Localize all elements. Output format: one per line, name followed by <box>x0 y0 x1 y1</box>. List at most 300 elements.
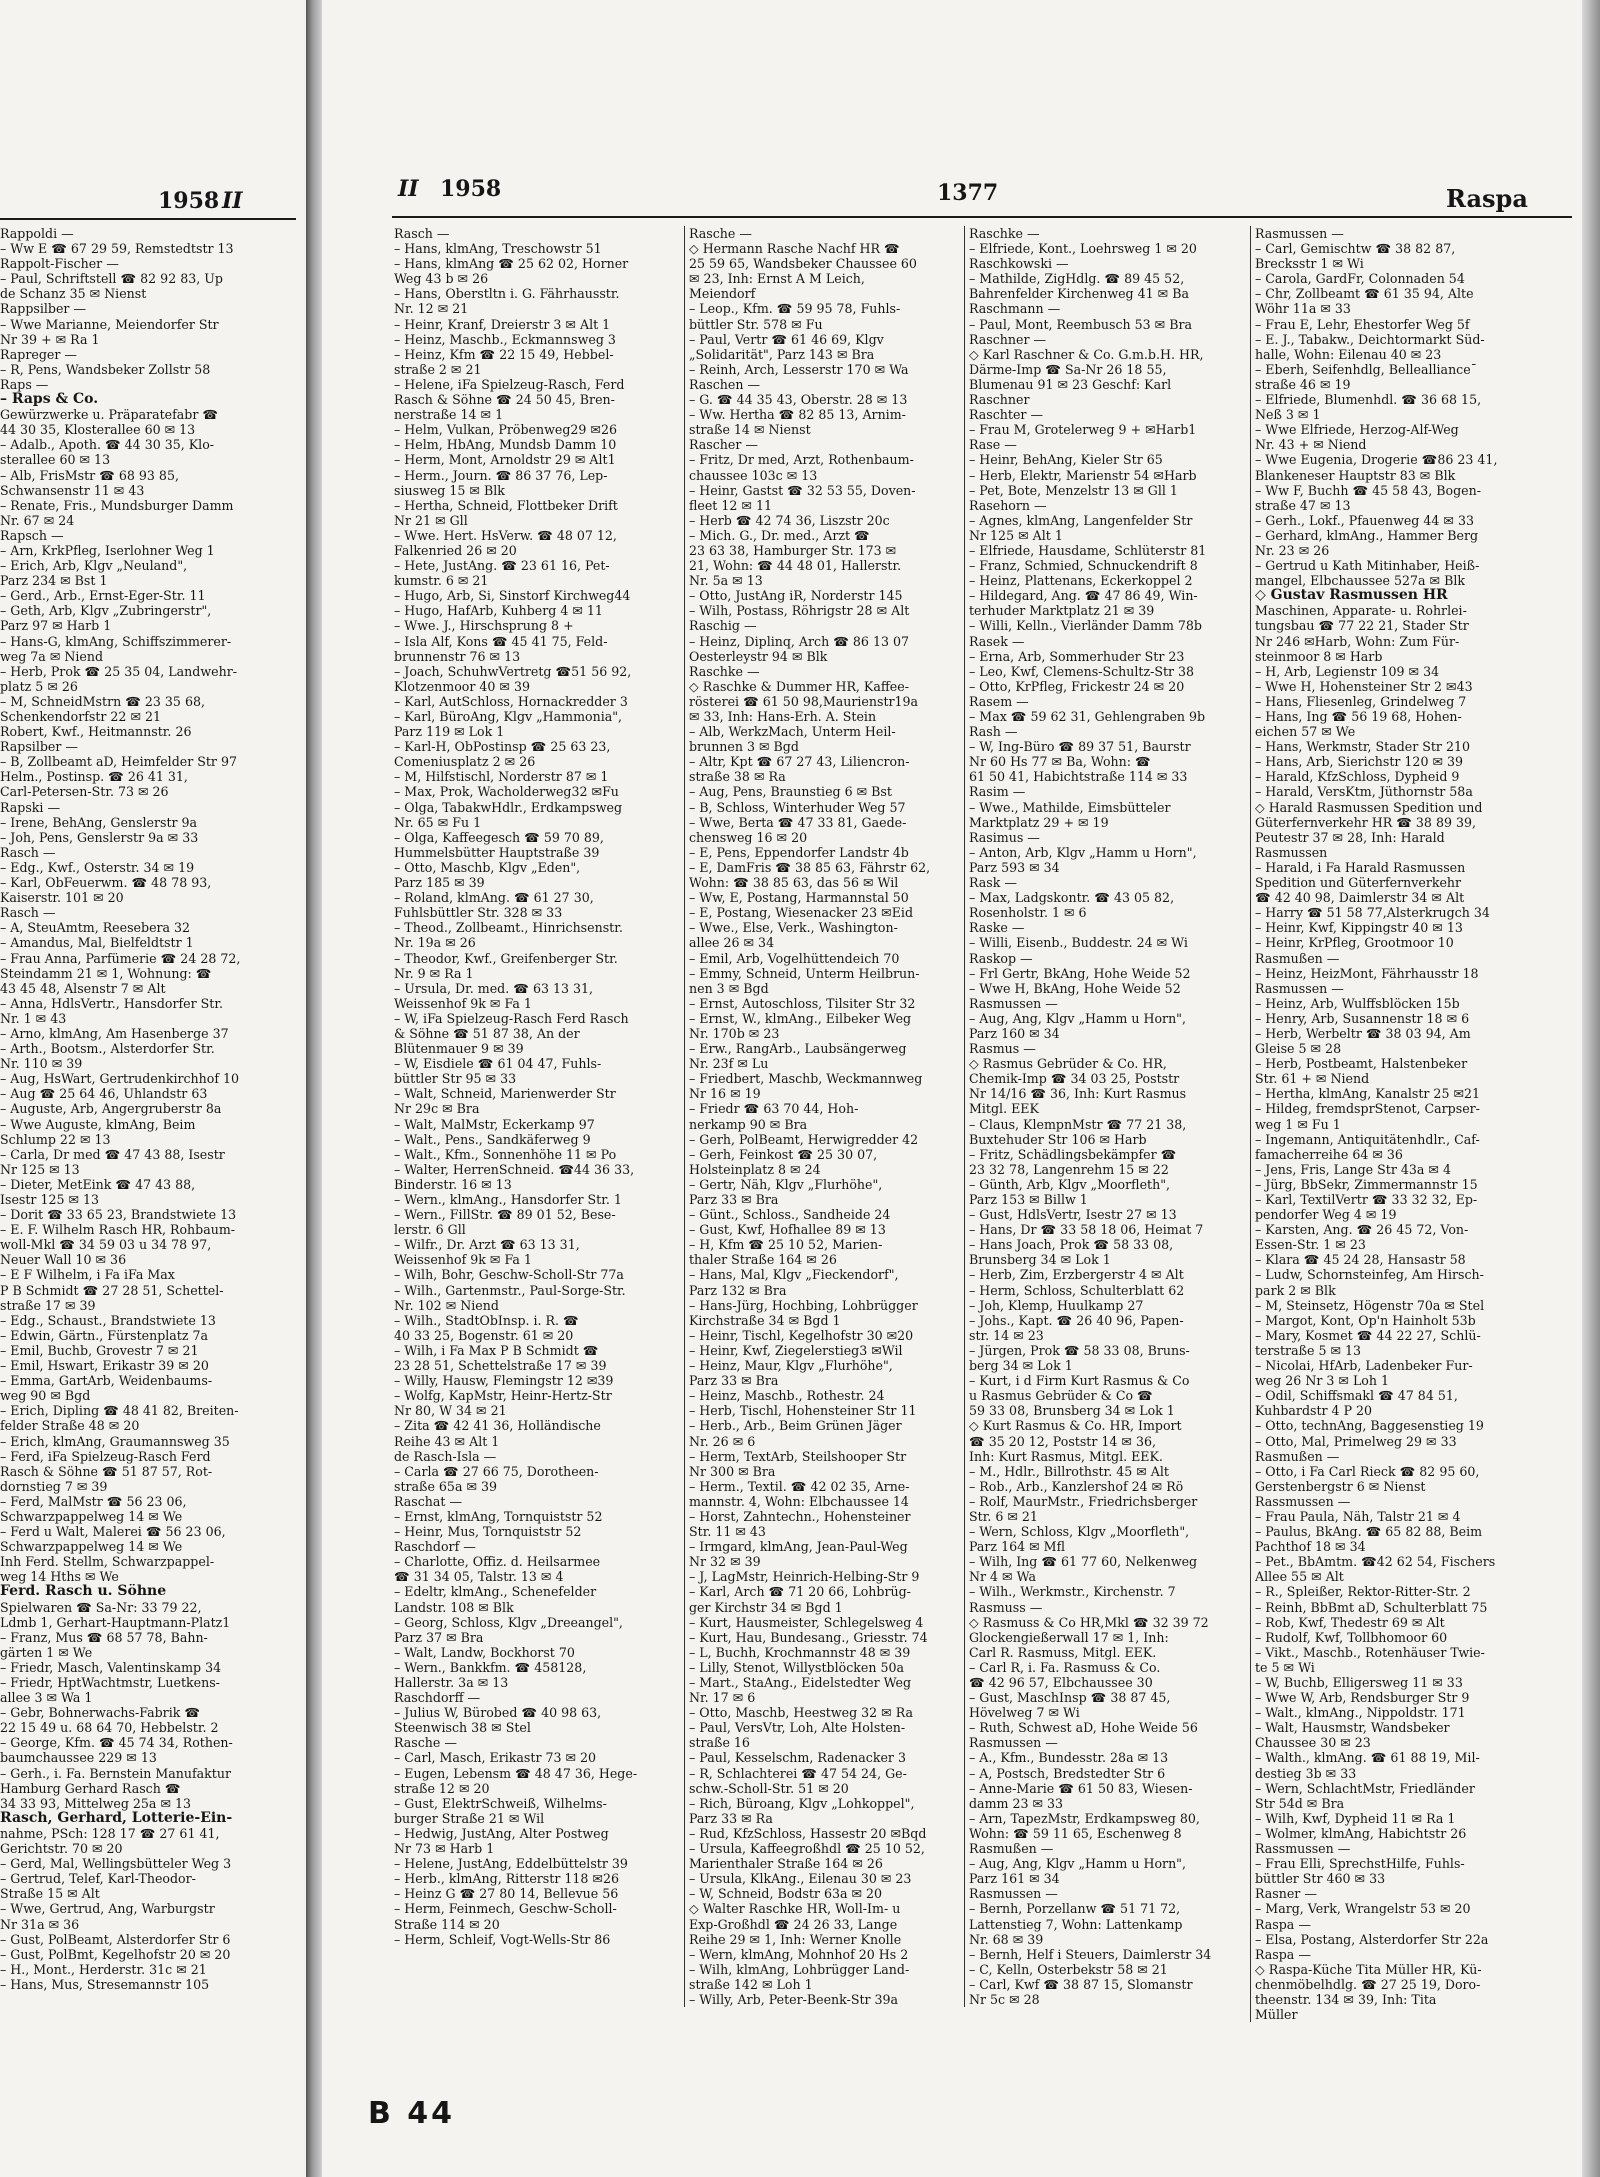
directory-entry-line: – Georg, Schloss, Klgv „Dreeangel", <box>394 1614 623 1630</box>
directory-entry-line: Rasch — <box>394 226 450 241</box>
directory-entry-line: – Paul, Mont, Reembusch 53 ✉ Bra <box>969 316 1193 332</box>
directory-entry-line: – Heinz, Plattenans, Eckerkoppel 2 <box>969 573 1193 589</box>
directory-entry-line: – Ferd u Walt, Malerei ☎ 56 23 06, <box>0 1524 226 1540</box>
directory-entry-line: – Wwe H, Hohensteiner Str 2 ✉43 <box>1255 678 1473 694</box>
directory-entry-line: ☎ 42 40 98, Daimlerstr 34 ✉ Alt <box>1255 890 1465 906</box>
directory-entry-line: – Kurt, i d Firm Kurt Rasmus & Co <box>969 1373 1190 1389</box>
directory-entry-line: Nr 4 ✉ Wa <box>969 1569 1036 1585</box>
directory-entry-line: Raspa — <box>1255 1946 1311 1962</box>
directory-entry-line: – Amandus, Mal, Bielfeldtstr 1 <box>0 935 194 951</box>
directory-entry-line: Raschke — <box>689 663 760 679</box>
directory-entry-line: kumstr. 6 ✉ 21 <box>394 573 489 589</box>
directory-entry-line: – Henry, Arb, Susannenstr 18 ✉ 6 <box>1255 1010 1470 1026</box>
directory-entry-line: Exp-Großhdl ☎ 24 26 33, Lange <box>689 1916 898 1932</box>
directory-entry-line: Nr. 68 ✉ 39 <box>969 1931 1044 1947</box>
directory-entry-line: – Hertha, Schneid, Flottbeker Drift <box>394 497 618 513</box>
directory-entry-line: – Altr, Kpt ☎ 67 27 43, Liliencron- <box>689 754 910 770</box>
directory-entry-line: Nr 80, W 34 ✉ 21 <box>394 1403 507 1419</box>
directory-entry-line: – Frau Elli, SprechstHilfe, Fuhls- <box>1255 1856 1465 1872</box>
directory-entry-line: – Paul, VersVtr, Loh, Alte Holsten- <box>689 1720 906 1736</box>
directory-entry-line: – Wern., Bankkfm. ☎ 458128, <box>394 1659 587 1675</box>
directory-entry-line: 25 59 65, Wandsbeker Chaussee 60 <box>689 256 917 272</box>
directory-entry-line: – Paul, Kesselschm, Radenacker 3 <box>689 1750 906 1766</box>
directory-entry-line: Spedition und Güterfernverkehr <box>1255 875 1462 891</box>
directory-entry-line: Hallerstr. 3a ✉ 13 <box>394 1675 509 1690</box>
directory-entry-line: – Wwe, Gertrud, Ang, Warburgstr <box>0 1901 215 1917</box>
directory-entry-line: – G. ☎ 44 35 43, Oberstr. 28 ✉ 13 <box>689 392 908 408</box>
directory-entry-line: Rasner — <box>1255 1886 1317 1902</box>
directory-entry-line: rösterei ☎ 61 50 98,Maurienstr19a <box>689 693 919 709</box>
directory-entry-line: ◇ Walter Raschke HR, Woll-Im- u <box>689 1901 901 1917</box>
directory-entry-line: – B, Schloss, Winterhuder Weg 57 <box>689 799 906 815</box>
directory-entry-line: – Raps & Co. <box>0 392 99 408</box>
directory-entry-line: – Hans, klmAng, Treschowstr 51 <box>394 241 602 257</box>
directory-entry-line: – Wwe Auguste, klmAng, Beim <box>0 1116 196 1132</box>
directory-entry-line: Nr. 67 ✉ 24 <box>0 512 75 528</box>
directory-entry-line: – Karl, Arch ☎ 71 20 66, Lohbrüg- <box>689 1584 911 1600</box>
directory-entry-line: terstraße 5 ✉ 13 <box>1255 1342 1362 1358</box>
directory-entry-line: Parz 37 ✉ Bra <box>394 1629 484 1645</box>
directory-entry-line: – Ernst, Autoschloss, Tilsiter Str 32 <box>689 995 916 1011</box>
directory-entry-line: – Ww F, Buchh ☎ 45 58 43, Bogen- <box>1255 482 1481 498</box>
directory-entry-line: Steindamm 21 ✉ 1, Wohnung: ☎ <box>0 965 212 981</box>
directory-entry-line: Inh: Kurt Rasmus, Mitgl. EEK. <box>969 1448 1163 1464</box>
directory-entry-line: Blankeneser Hauptstr 83 ✉ Blk <box>1255 467 1456 483</box>
directory-entry-line: Glockengießerwall 17 ✉ 1, Inh: <box>969 1629 1169 1645</box>
directory-entry-line: – Gertrud, Telef, Karl-Theodor- <box>0 1871 196 1887</box>
directory-entry-line: – M, Hilfstischl, Norderstr 87 ✉ 1 <box>394 769 609 785</box>
directory-entry-line: Rasem — <box>969 693 1029 709</box>
directory-entry-line: Str. 11 ✉ 43 <box>689 1524 766 1540</box>
directory-entry-line: – Emmy, Schneid, Unterm Heilbrun- <box>689 965 920 981</box>
directory-entry-line: – Frau E, Lehr, Ehestorfer Weg 5f <box>1255 316 1470 332</box>
directory-entry-line: – Wern., klmAng., Hansdorfer Str. 1 <box>394 1192 622 1207</box>
directory-entry-line: Rappoldi — <box>0 226 74 241</box>
directory-entry-line: Nr. 1 ✉ 43 <box>0 1010 67 1026</box>
directory-entry-line: Parz 234 ✉ Bst 1 <box>0 573 108 589</box>
directory-entry-line: – Heinr, BehAng, Kieler Str 65 <box>969 452 1163 468</box>
directory-entry-line: – Emil, Buchb, Grovestr 7 ✉ 21 <box>0 1342 199 1358</box>
directory-entry-line: – Heinz, Maur, Klgv „Flurhöhe", <box>689 1358 893 1374</box>
directory-entry-line: 22 15 49 u. 68 64 70, Hebbelstr. 2 <box>0 1720 219 1736</box>
directory-entry-line: Essen-Str. 1 ✉ 23 <box>1255 1237 1366 1253</box>
directory-entry-line: – Rolf, MaurMstr., Friedrichsberger <box>969 1493 1198 1509</box>
directory-entry-line: Ldmb 1, Gerhart-Hauptmann-Platz1 <box>0 1614 231 1630</box>
directory-entry-line: halle, Wohn: Eilenau 40 ✉ 23 <box>1255 346 1442 362</box>
directory-entry-line: – Fritz, Dr med, Arzt, Rothenbaum- <box>689 452 914 468</box>
directory-entry-line: – Wilh., Werkmstr., Kirchenstr. 7 <box>969 1584 1176 1600</box>
directory-entry-line: Rasche — <box>689 226 752 241</box>
directory-entry-line: – Erich, klmAng, Graumannsweg 35 <box>0 1433 230 1449</box>
directory-entry-line: – Helene, JustAng, Eddelbüttelstr 39 <box>394 1856 628 1872</box>
running-head-keyword: Raspa <box>1446 184 1528 213</box>
directory-entry-line: – Gerh, Feinkost ☎ 25 30 07, <box>689 1146 878 1162</box>
directory-entry-line: – Friedbert, Maschb, Weckmannweg <box>689 1071 923 1087</box>
directory-entry-line: Marktplatz 29 + ✉ 19 <box>969 814 1109 830</box>
directory-entry-line: Raschig — <box>689 618 757 634</box>
left-page-section: II <box>222 188 243 214</box>
directory-entry-line: – Walt., Pens., Sandkäferweg 9 <box>394 1131 591 1147</box>
directory-entry-line: – Willy, Hausw, Flemingstr 12 ✉39 <box>394 1373 614 1389</box>
directory-entry-line: – Franz, Mus ☎ 68 57 78, Bahn- <box>0 1629 208 1645</box>
directory-entry-line: – R, Schlachterei ☎ 47 54 24, Ge- <box>689 1765 907 1781</box>
directory-entry-line: Rasmußen — <box>1255 950 1340 966</box>
directory-entry-line: Kirchstraße 34 ✉ Bgd 1 <box>689 1312 841 1328</box>
directory-entry-line: Raschdorf — <box>394 1539 476 1555</box>
directory-entry-line: – Edeltr, klmAng., Schenefelder <box>394 1584 597 1600</box>
directory-entry-line: – Dieter, MetEink ☎ 47 43 88, <box>0 1176 196 1192</box>
directory-entry-line: Comeniusplatz 2 ✉ 26 <box>394 754 536 770</box>
directory-entry-line: weg 14 Hths ✉ We <box>0 1569 119 1585</box>
directory-entry-line: – Leop., Kfm. ☎ 59 95 78, Fuhls- <box>689 301 901 317</box>
directory-entry-line: Rapsilber — <box>0 739 78 755</box>
directory-entry-line: – Anne-Marie ☎ 61 50 83, Wiesen- <box>969 1780 1193 1796</box>
directory-entry-line: Ferd. Rasch u. Söhne <box>0 1584 167 1600</box>
directory-entry-line: Wohn: ☎ 59 11 65, Eschenweg 8 <box>969 1825 1182 1841</box>
directory-entry-line: – Hans, Ing ☎ 56 19 68, Hohen- <box>1255 709 1462 724</box>
directory-entry-line: – Otto, KrPfleg, Frickestr 24 ✉ 20 <box>969 678 1185 694</box>
directory-entry-line: – Herm., Textil. ☎ 42 02 35, Arne- <box>689 1478 910 1494</box>
directory-entry-line: nerstraße 14 ✉ 1 <box>394 407 504 423</box>
directory-entry-line: – W, Eisdiele ☎ 61 04 47, Fuhls- <box>394 1056 602 1072</box>
directory-entry-line: – Claus, KlempnMstr ☎ 77 21 38, <box>969 1116 1187 1132</box>
directory-entry-line: – Anna, HdlsVertr., Hansdorfer Str. <box>0 995 223 1011</box>
directory-entry-line: Nr. 12 ✉ 21 <box>394 301 469 317</box>
directory-entry-line: Brunsberg 34 ✉ Lok 1 <box>969 1252 1111 1268</box>
directory-entry-line: Rasimus — <box>969 829 1040 845</box>
directory-entry-line: – B, Zollbeamt aD, Heimfelder Str 97 <box>0 754 237 770</box>
directory-entry-line: Gleise 5 ✉ 28 <box>1255 1041 1342 1057</box>
directory-entry-line: – Walt, Landw, Bockhorst 70 <box>394 1644 575 1660</box>
directory-entry-line: Parz 33 ✉ Ra <box>689 1810 773 1826</box>
directory-entry-line: Rasmus — <box>969 1041 1036 1057</box>
directory-entry-line: – Hans, Mus, Stresemannstr 105 <box>0 1976 210 1992</box>
directory-entry-line: felder Straße 48 ✉ 20 <box>0 1418 140 1434</box>
directory-entry-line: – Walt., klmAng., Nippoldstr. 171 <box>1255 1705 1466 1721</box>
directory-entry-line: – Erich, Arb, Klgv „Neuland", <box>0 558 188 574</box>
directory-entry-line: – Walt., Kfm., Sonnenhöhe 11 ✉ Po <box>394 1146 617 1162</box>
directory-entry-line: destieg 3b ✉ 33 <box>1255 1765 1357 1781</box>
directory-entry-line: Nr 300 ✉ Bra <box>689 1463 776 1479</box>
directory-entry-line: – Erw., RangArb., Laubsängerweg <box>689 1041 907 1057</box>
directory-entry-line: – Friedr, Masch, Valentinskamp 34 <box>0 1659 222 1675</box>
directory-entry-line: – W, iFa Spielzeug-Rasch Ferd Rasch <box>394 1010 629 1026</box>
directory-entry-line: – Hete, JustAng. ☎ 23 61 16, Pet- <box>394 558 610 574</box>
directory-entry-line: – Günt., Schloss., Sandheide 24 <box>689 1207 891 1223</box>
directory-entry-line: – Olga, TabakwHdlr., Erdkampsweg <box>394 799 623 815</box>
directory-entry-line: – E, Postang, Wiesenacker 23 ✉Eid <box>689 905 914 921</box>
directory-entry-line: Nr. 102 ✉ Niend <box>394 1297 499 1313</box>
directory-entry-line: straße 12 ✉ 20 <box>394 1780 490 1796</box>
header-rule <box>392 216 1572 218</box>
directory-entry-line: – Heinr, Tischl, Kegelhofstr 30 ✉20 <box>689 1327 914 1343</box>
directory-entry-line: Rasim — <box>969 784 1026 800</box>
directory-entry-line: – Max ☎ 59 62 31, Gehlengraben 9b <box>969 709 1206 724</box>
directory-entry-line: Rasmuss — <box>969 1599 1043 1615</box>
directory-entry-line: – Wwe W, Arb, Rendsburger Str 9 <box>1255 1690 1470 1706</box>
directory-entry-line: Peutestr 37 ✉ 28, Inh: Harald <box>1255 829 1445 845</box>
directory-entry-line: Allee 55 ✉ Alt <box>1255 1569 1344 1585</box>
directory-entry-line: Rase — <box>969 437 1017 453</box>
directory-entry-line: Raschdorff — <box>394 1690 481 1706</box>
directory-entry-line: mangel, Elbchaussee 527a ✉ Blk <box>1255 573 1466 589</box>
directory-entry-line: – Wolmer, klmAng, Habichtstr 26 <box>1255 1825 1467 1841</box>
left-page-column <box>0 226 300 1992</box>
directory-entry-line: – Hildeg, fremdsprStenot, Carpser- <box>1255 1101 1480 1117</box>
directory-entry-line: Helm., Postinsp. ☎ 26 41 31, <box>0 769 188 785</box>
directory-entry-line: Rasehorn — <box>969 497 1047 513</box>
directory-entry-line: – H, Arb, Legienstr 109 ✉ 34 <box>1255 663 1440 679</box>
directory-entry-line: ◇ Kurt Rasmus & Co. HR, Import <box>969 1418 1182 1434</box>
directory-entry-line: Nr 246 ✉Harb, Wohn: Zum Für- <box>1255 633 1460 649</box>
directory-entry-line: – Kurt, Hausmeister, Schlegelsweg 4 <box>689 1614 924 1630</box>
directory-entry-line: – Hans, klmAng ☎ 25 62 02, Horner <box>394 256 629 272</box>
directory-entry-line: – Kurt, Hau, Bundesang., Griesstr. 74 <box>689 1629 928 1645</box>
directory-entry-line: – Carl R, i. Fa. Rasmuss & Co. <box>969 1659 1161 1675</box>
directory-entry-line: – Hans, Mal, Klgv „Fieckendorf", <box>689 1267 899 1283</box>
directory-entry-line: Parz 153 ✉ Billw 1 <box>969 1192 1088 1207</box>
directory-entry-line: – Willi, Eisenb., Buddestr. 24 ✉ Wi <box>969 935 1188 951</box>
directory-entry-line: Rasmussen — <box>1255 980 1344 996</box>
directory-entry-line: Carl-Petersen-Str. 73 ✉ 26 <box>0 784 169 800</box>
directory-entry-line: park 2 ✉ Blk <box>1255 1282 1336 1298</box>
directory-entry-line: Meiendorf <box>689 286 756 302</box>
directory-entry-line: Nr 16 ✉ 19 <box>689 1086 761 1102</box>
directory-entry-line: – Carl, Kwf ☎ 38 87 15, Slomanstr <box>969 1976 1193 1992</box>
directory-entry-line: Reihe 43 ✉ Alt 1 <box>394 1433 500 1449</box>
directory-entry-line: – Heinr, Kranf, Dreierstr 3 ✉ Alt 1 <box>394 316 611 332</box>
directory-entry-line: damm 23 ✉ 33 <box>969 1795 1064 1811</box>
directory-entry-line: – Aug, Ang, Klgv „Hamm u Horn", <box>969 1856 1186 1872</box>
directory-entry-line: Reihe 29 ✉ 1, Inh: Werner Knolle <box>689 1931 902 1947</box>
directory-entry-line: brunnen 3 ✉ Bgd <box>689 739 799 755</box>
directory-entry-line: – Otto, technAng, Baggesenstieg 19 <box>1255 1418 1484 1434</box>
directory-entry-line: straße 2 ✉ 21 <box>394 361 482 377</box>
directory-entry-line: – Günth, Arb, Klgv „Moorfleth", <box>969 1176 1170 1192</box>
directory-entry-line: – Walt, Hausmstr, Wandsbeker <box>1255 1720 1450 1736</box>
directory-entry-line: – Wilh, Kwf, Dypheid 11 ✉ Ra 1 <box>1255 1810 1456 1826</box>
directory-entry-line: Str 54d ✉ Bra <box>1255 1795 1345 1811</box>
directory-entry-line: – Joh, Pens, Genslerstr 9a ✉ 33 <box>0 829 199 845</box>
directory-entry-line: – Harald, VersKtm, Jüthornstr 58a <box>1255 784 1473 800</box>
directory-entry-line: Buxtehuder Str 106 ✉ Harb <box>969 1131 1147 1147</box>
directory-entry-line: str. 14 ✉ 23 <box>969 1327 1044 1343</box>
directory-entry-line: – E, Pens, Eppendorfer Landstr 4b <box>689 844 909 860</box>
directory-entry-line: – Olga, Kaffeegesch ☎ 59 70 89, <box>394 829 604 845</box>
directory-entry-line: straße 16 <box>689 1735 750 1751</box>
directory-entry-line: – Chr, Zollbeamt ☎ 61 35 94, Alte <box>1255 286 1474 302</box>
directory-entry-line: – Reinh, BbBmt aD, Schulterblatt 75 <box>1255 1599 1488 1615</box>
directory-entry-line: Nr. 9 ✉ Ra 1 <box>394 965 474 981</box>
directory-entry-line: – Gertrud u Kath Mitinhaber, Heiß- <box>1255 558 1480 574</box>
directory-entry-line: Neuer Wall 10 ✉ 36 <box>0 1252 127 1268</box>
directory-entry-line: – A, Postsch, Bredstedter Str 6 <box>969 1765 1166 1781</box>
directory-entry-line: – C, Kelln, Osterbekstr 58 ✉ 21 <box>969 1961 1168 1977</box>
directory-entry-line: – Heinz, Kfm ☎ 22 15 49, Hebbel- <box>394 346 614 362</box>
directory-entry-line: dornstieg 7 ✉ 39 <box>0 1478 108 1494</box>
directory-entry-line: ☎ 31 34 05, Talstr. 13 ✉ 4 <box>394 1569 564 1585</box>
directory-entry-line: – M, SchneidMstrn ☎ 23 35 68, <box>0 693 205 709</box>
directory-entry-line: Chaussee 30 ✉ 23 <box>1255 1735 1371 1751</box>
directory-entry-line: – Aug ☎ 25 64 46, Uhlandstr 63 <box>0 1086 208 1102</box>
directory-entry-line: – Heinz, HeizMont, Fährhausstr 18 <box>1255 965 1479 981</box>
directory-entry-line: – Heinz, Maschb., Rothestr. 24 <box>689 1388 885 1404</box>
directory-entry-line: Fuhlsbüttler Str. 328 ✉ 33 <box>394 905 563 921</box>
directory-entry-line: – Erna, Arb, Sommerhuder Str 23 <box>969 648 1185 664</box>
directory-entry-line: Rask — <box>969 875 1017 891</box>
directory-entry-line: Rasmußen — <box>969 1841 1054 1857</box>
directory-entry-line: Hövelweg 7 ✉ Wi <box>969 1705 1080 1721</box>
directory-entry-line: – R, Pens, Wandsbeker Zollstr 58 <box>0 361 211 377</box>
directory-entry-line: – Emil, Hswart, Erikastr 39 ✉ 20 <box>0 1358 209 1374</box>
directory-entry-line: lerstr. 6 Gll <box>394 1222 466 1238</box>
directory-entry-line: – Rob., Arb., Kanzlershof 24 ✉ Rö <box>969 1478 1184 1494</box>
directory-entry-line: – Frl Gertr, BkAng, Hohe Weide 52 <box>969 965 1191 981</box>
directory-entry-line: – Heinr, Kwf, Kippingstr 40 ✉ 13 <box>1255 920 1463 936</box>
directory-entry-line: – Odil, Schiffsmakl ☎ 47 84 51, <box>1255 1388 1458 1404</box>
directory-entry-line: – Marg, Verk, Wrangelstr 53 ✉ 20 <box>1255 1901 1471 1917</box>
page-number: 1377 <box>937 180 999 206</box>
directory-entry-line: tungsbau ☎ 77 22 21, Stader Str <box>1255 618 1469 634</box>
directory-entry-line: Parz 97 ✉ Harb 1 <box>0 618 112 634</box>
directory-entry-line: – Willi, Kelln., Vierländer Damm 78b <box>969 618 1202 634</box>
directory-entry-line: – Ingemann, Antiquitätenhdlr., Caf- <box>1255 1131 1480 1147</box>
directory-entry-line: Chemik-Imp ☎ 34 03 25, Poststr <box>969 1071 1180 1087</box>
directory-entry-line: Parz 119 ✉ Lok 1 <box>394 724 505 740</box>
directory-entry-line: – Hans, Dr ☎ 33 58 18 06, Heimat 7 <box>969 1222 1204 1238</box>
directory-entry-line: – Gust, ElektrSchweiß, Wilhelms- <box>394 1795 607 1811</box>
directory-entry-line: – Harald, i Fa Harald Rasmussen <box>1255 859 1466 875</box>
directory-entry-line: Inh Ferd. Stellm, Schwarzpappel- <box>0 1554 215 1570</box>
directory-entry-line: woll-Mkl ☎ 34 59 03 u 34 78 97, <box>0 1237 212 1253</box>
directory-entry-line: Carl R. Rasmuss, Mitgl. EEK. <box>969 1644 1157 1660</box>
directory-entry-line: – E, DamFris ☎ 38 85 63, Fährstr 62, <box>689 859 931 875</box>
directory-entry-line: nerkamp 90 ✉ Bra <box>689 1116 808 1132</box>
directory-entry-line: – Ernst, W., klmAng., Eilbeker Weg <box>689 1010 912 1026</box>
directory-entry-line: Rasmussen — <box>969 995 1058 1011</box>
directory-entry-line: straße 17 ✉ 39 <box>0 1297 96 1313</box>
directory-entry-line: weg 26 Nr 3 ✉ Loh 1 <box>1255 1373 1390 1389</box>
directory-entry-line: straße 47 ✉ 13 <box>1255 497 1351 513</box>
directory-entry-line: – Elfriede, Kont., Loehrsweg 1 ✉ 20 <box>969 241 1197 257</box>
directory-entry-line: Brecksstr 1 ✉ Wi <box>1255 256 1364 272</box>
directory-entry-line: – Karl, ObFeuerwm. ☎ 48 78 93, <box>0 875 212 891</box>
directory-entry-line: – Reinh, Arch, Lesserstr 170 ✉ Wa <box>689 361 909 377</box>
directory-entry-line: Raschen — <box>689 376 761 392</box>
directory-entry-line: Raschner — <box>969 331 1047 347</box>
directory-entry-line: Kuhbardstr 4 P 20 <box>1255 1403 1373 1419</box>
directory-entry-line: Rosenholstr. 1 ✉ 6 <box>969 905 1087 921</box>
directory-entry-line: – Wwe, Berta ☎ 47 33 81, Gaede- <box>689 814 907 830</box>
directory-entry-line: chensweg 16 ✉ 20 <box>689 829 808 845</box>
directory-entry-line: – Carla ☎ 27 66 75, Dorotheen- <box>394 1463 599 1479</box>
directory-entry-line: ◇ Harald Rasmussen Spedition und <box>1255 799 1483 815</box>
directory-entry-line: – Edg., Schaust., Brandstwiete 13 <box>0 1312 216 1328</box>
directory-entry-line: Parz 132 ✉ Bra <box>689 1282 787 1298</box>
directory-entry-line: berg 34 ✉ Lok 1 <box>969 1358 1073 1374</box>
directory-entry-line: – Alb, WerkzMach, Unterm Heil- <box>689 724 896 740</box>
directory-entry-line: Oesterleystr 94 ✉ Blk <box>689 648 828 664</box>
directory-entry-line: Raschter — <box>969 407 1044 423</box>
directory-entry-line: – Auguste, Arb, Angergruberstr 8a <box>0 1101 222 1117</box>
directory-entry-line: Nr 125 ✉ 13 <box>0 1161 80 1177</box>
directory-entry-line: Rasch, Gerhard, Lotterie-Ein- <box>0 1810 233 1826</box>
directory-entry-line: siusweg 15 ✉ Blk <box>394 482 505 498</box>
directory-entry-line: – Herb, Elektr, Marienstr 54 ✉Harb <box>969 467 1197 483</box>
directory-entry-line: – Herm., Journ. ☎ 86 37 76, Lep- <box>394 467 608 483</box>
directory-entry-line: – Ferd, iFa Spielzeug-Rasch Ferd <box>0 1448 211 1464</box>
directory-entry-line: – Edwin, Gärtn., Fürstenplatz 7a <box>0 1327 209 1343</box>
directory-entry-line: – Charlotte, Offiz. d. Heilsarmee <box>394 1554 601 1570</box>
directory-entry-line: – Elsa, Postang, Alsterdorfer Str 22a <box>1255 1931 1489 1947</box>
directory-entry-line: ger Kirchstr 34 ✉ Bgd 1 <box>689 1599 843 1615</box>
directory-entry-line: nahme, PSch: 128 17 ☎ 27 61 41, <box>0 1825 220 1841</box>
directory-entry-line: Därme-Imp ☎ Sa-Nr 26 18 55, <box>969 361 1167 377</box>
directory-entry-line: – Karl, TextilVertr ☎ 33 32 32, Ep- <box>1255 1192 1478 1207</box>
directory-entry-line: – Otto, JustAng iR, Norderstr 145 <box>689 588 903 604</box>
directory-entry-line: – Wilh, klmAng, Lohbrügger Land- <box>689 1961 910 1977</box>
directory-entry-line: u Rasmus Gebrüder & Co ☎ <box>969 1388 1153 1404</box>
directory-entry-line: – A, SteuAmtm, Reesebera 32 <box>0 920 191 936</box>
directory-entry-line: weg 1 ✉ Fu 1 <box>1255 1116 1341 1132</box>
book-gutter <box>306 0 322 2177</box>
directory-entry-line: – Hans, Arb, Sierichstr 120 ✉ 39 <box>1255 754 1464 770</box>
directory-entry-line: – A., Kfm., Bundesstr. 28a ✉ 13 <box>969 1750 1169 1766</box>
directory-entry-line: – Bernh, Porzellanw ☎ 51 71 72, <box>969 1901 1181 1917</box>
directory-entry-line: – Heinr, Gastst ☎ 32 53 55, Doven- <box>689 482 916 498</box>
directory-entry-line: fleet 12 ✉ 11 <box>689 497 772 513</box>
directory-entry-line: te 5 ✉ Wi <box>1255 1659 1315 1675</box>
directory-entry-line: – Rich, Büroang, Klgv „Lohkoppel", <box>689 1795 915 1811</box>
directory-entry-line: 59 33 08, Brunsberg 34 ✉ Lok 1 <box>969 1403 1175 1419</box>
directory-entry-line: Nr. 26 ✉ 6 <box>689 1433 756 1449</box>
directory-entry-line: – Theod., Zollbeamt., Hinrichsenstr. <box>394 920 623 936</box>
directory-entry-line: – Emma, GartArb, Weidenbaums- <box>0 1373 213 1389</box>
directory-entry-line: – Johs., Kapt. ☎ 26 40 96, Papen- <box>969 1312 1184 1328</box>
directory-entry-line: – Paul, Vertr ☎ 61 46 69, Klgv <box>689 331 884 347</box>
directory-entry-line: – Carola, GardFr, Colonnaden 54 <box>1255 271 1465 287</box>
directory-entry-line: – Hans, Werkmstr, Stader Str 210 <box>1255 739 1470 755</box>
directory-entry-line: – Carl, Masch, Erikastr 73 ✉ 20 <box>394 1750 597 1766</box>
directory-entry-line: – Karsten, Ang. ☎ 26 45 72, Von- <box>1255 1222 1469 1238</box>
directory-entry-line: schw.-Scholl-Str. 51 ✉ 20 <box>689 1780 849 1796</box>
directory-entry-line: Parz 185 ✉ 39 <box>394 875 485 891</box>
directory-entry-line: – Elfriede, Hausdame, Schlüterstr 81 <box>969 542 1207 558</box>
directory-entry-line: Nr. 110 ✉ 39 <box>0 1056 83 1072</box>
directory-entry-line: büttler Str 95 ✉ 33 <box>394 1071 517 1087</box>
directory-entry-line: – Julius W, Bürobed ☎ 40 98 63, <box>394 1705 602 1721</box>
directory-entry-line: – Frau M, Grotelerweg 9 + ✉Harb1 <box>969 422 1197 438</box>
directory-entry-line: – Jürgen, Prok ☎ 58 33 08, Bruns- <box>969 1342 1190 1358</box>
directory-entry-line: Parz 160 ✉ 34 <box>969 1025 1060 1041</box>
directory-entry-line: Raschmann — <box>969 301 1061 317</box>
directory-entry-line: – Herb, Prok ☎ 25 35 04, Landwehr- <box>0 663 237 679</box>
directory-entry-line: – Paulus, BkAng. ☎ 65 82 88, Beim <box>1255 1524 1483 1540</box>
directory-entry-line: – Willy, Arb, Peter-Beenk-Str 39a <box>689 1991 899 2007</box>
directory-entry-line: – H., Mont., Herderstr. 31c ✉ 21 <box>0 1961 207 1977</box>
directory-entry-line: – Frau Anna, Parfümerie ☎ 24 28 72, <box>0 950 241 966</box>
directory-entry-line: Marienthaler Straße 164 ✉ 26 <box>689 1856 883 1872</box>
directory-entry-line: ✉ 33, Inh: Hans-Erh. A. Stein <box>689 709 877 724</box>
directory-entry-line: 23 32 78, Langenrehm 15 ✉ 22 <box>969 1161 1169 1177</box>
directory-entry-line: Schlump 22 ✉ 13 <box>0 1131 111 1147</box>
directory-entry-line: – Joach, SchuhwVertretg ☎51 56 92, <box>394 663 632 679</box>
directory-entry-line: Raske — <box>969 920 1025 936</box>
directory-entry-line: Nr. 5a ✉ 13 <box>689 573 763 589</box>
directory-entry-line: 34 33 93, Mittelweg 25a ✉ 13 <box>0 1795 192 1811</box>
directory-entry-line: – W, Schneid, Bodstr 63a ✉ 20 <box>689 1886 883 1902</box>
directory-entry-line: Rascher — <box>689 437 758 453</box>
